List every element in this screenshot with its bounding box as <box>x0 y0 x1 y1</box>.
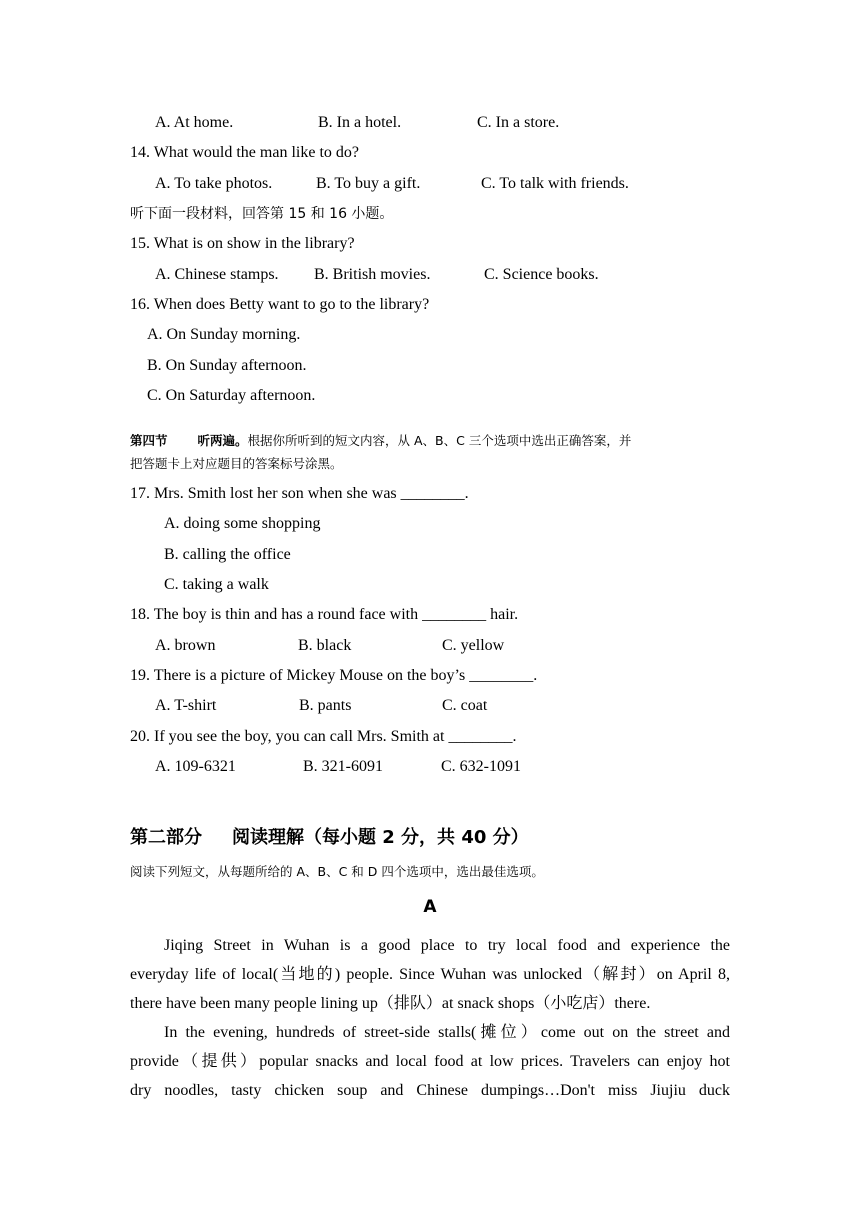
q20-option-a: A. 109-6321 <box>155 758 236 775</box>
section4-title: 听两遍。 <box>197 433 248 448</box>
part2-label: 第二部分 <box>130 827 202 848</box>
q19-option-b: B. pants <box>299 697 352 714</box>
q15-question: 15. What is on show in the library? <box>130 235 355 252</box>
q13-option-b: B. In a hotel. <box>318 114 402 131</box>
section4-instruction-line1: 根据你所听到的短文内容，从 A、B、C 三个选项中选出正确答案，并 <box>247 433 632 448</box>
q16-option-b: B. On Sunday afternoon. <box>147 357 307 374</box>
q18-option-c: C. yellow <box>442 637 505 654</box>
q18-option-b: B. black <box>298 637 352 654</box>
q14-option-b: B. To buy a gift. <box>316 175 421 192</box>
q14-option-a: A. To take photos. <box>155 175 273 192</box>
passage-a-p2-line3: dry noodles, tasty chicken soup and Chinese dumpings…Don't miss Jiujiu duck <box>130 1082 730 1099</box>
q18-option-a: A. brown <box>155 637 216 654</box>
section4-instruction-line2: 把答题卡上对应题目的答案标号涂黑。 <box>130 456 343 471</box>
q17-option-b: B. calling the office <box>164 546 291 563</box>
q19-option-c: C. coat <box>442 697 488 714</box>
q18-question: 18. The boy is thin and has a round face with ________ hair. <box>130 606 519 623</box>
q13-option-c: C. In a store. <box>477 114 560 131</box>
passage-a-p1-line1: Jiqing Street in Wuhan is a good place to try local food and experience the <box>164 937 730 954</box>
section4-heading <box>130 431 631 451</box>
listen-instruction-15-16: 听下面一段材料，回答第 15 和 16 小题。 <box>130 206 394 222</box>
passage-a-letter: A <box>423 897 437 917</box>
passage-a-p1-line3: there have been many people lining up（排队）at snack shops（小吃店）there. <box>130 995 651 1012</box>
q20-option-c: C. 632-1091 <box>441 758 521 775</box>
passage-a-p1-line2: everyday life of local(当地的) people. Since Wuhan was unlocked（解封）on April 8, <box>130 966 730 983</box>
part2-instruction: 阅读下列短文，从每题所给的 A、B、C 和 D 四个选项中，选出最佳选项。 <box>130 864 544 879</box>
q14-option-c: C. To talk with friends. <box>481 175 629 192</box>
q16-option-c: C. On Saturday afternoon. <box>147 387 316 404</box>
q19-question: 19. There is a picture of Mickey Mouse on the boy’s ________. <box>130 667 538 684</box>
q17-option-a: A. doing some shopping <box>164 515 321 532</box>
part2-heading <box>130 826 529 850</box>
q17-option-c: C. taking a walk <box>164 576 269 593</box>
q19-option-a: A. T-shirt <box>155 697 217 714</box>
part2-title: 阅读理解（每小题 2 分，共 40 分） <box>232 827 529 848</box>
q13-option-a: A. At home. <box>155 114 234 131</box>
q15-option-c: C. Science books. <box>484 266 599 283</box>
q16-option-a: A. On Sunday morning. <box>147 326 301 343</box>
passage-a-p2-line1: In the evening, hundreds of street-side stalls(摊位）come out on the street and <box>164 1024 730 1041</box>
q20-option-b: B. 321-6091 <box>303 758 383 775</box>
passage-a-p2-line2: provide（提供）popular snacks and local food at low prices. Travelers can enjoy hot <box>130 1053 730 1070</box>
section4-label: 第四节 <box>130 433 168 448</box>
q16-question: 16. When does Betty want to go to the library? <box>130 296 430 313</box>
q15-option-a: A. Chinese stamps. <box>155 266 279 283</box>
q20-question: 20. If you see the boy, you can call Mrs. Smith at ________. <box>130 728 517 745</box>
q17-question: 17. Mrs. Smith lost her son when she was ________. <box>130 485 469 502</box>
q14-question: 14. What would the man like to do? <box>130 144 359 161</box>
q15-option-b: B. British movies. <box>314 266 431 283</box>
